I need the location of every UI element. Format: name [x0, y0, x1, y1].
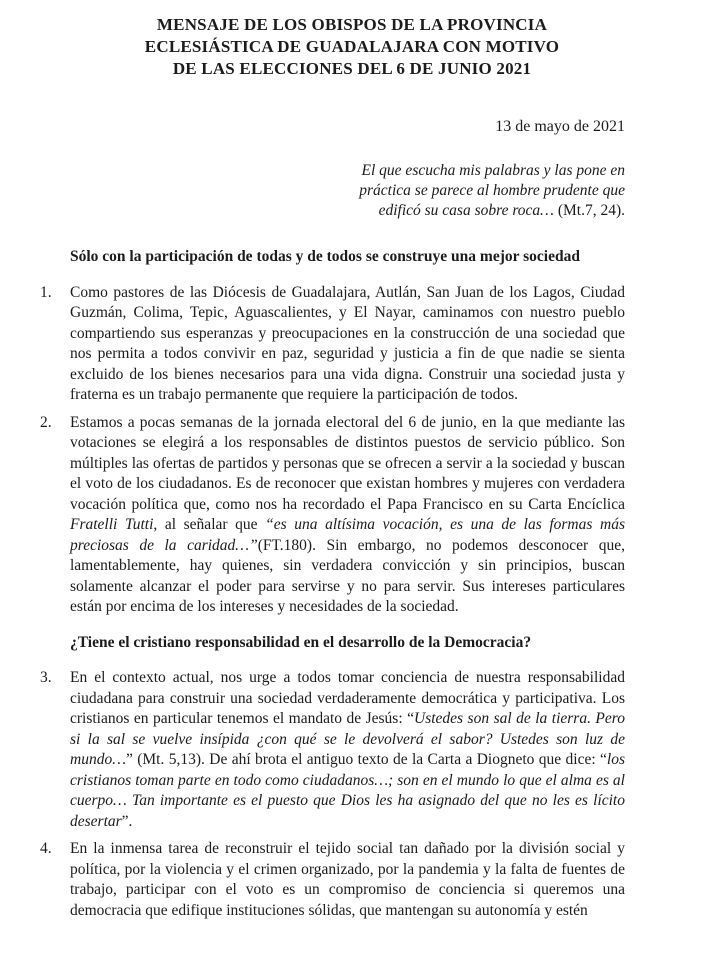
text-segment: (FT.180). Sin embargo, no podemos desconocer que, lamentablemente, hay quienes, sin verdadera convicción y sin principios, buscan solamente alcanzar el poder para servirse y no para servir. Sus intereses particulares están por encima de los intereses y necesidades de la sociedad. — [70, 536, 625, 615]
paragraph-number: 4. — [40, 840, 52, 857]
paragraph-text — [70, 413, 625, 618]
paragraph-number: 3. — [40, 669, 52, 686]
paragraph-text — [70, 839, 625, 921]
paragraph-text — [70, 283, 625, 406]
paragraph-text — [70, 668, 625, 832]
paragraph-number: 1. — [40, 283, 52, 301]
text-segment: “es una altísima vocación, es una de las formas más preciosas de la caridad…” — [70, 516, 625, 554]
numbered-paragraph — [40, 283, 625, 406]
epigraph-line — [0, 161, 625, 181]
epigraph-line — [0, 201, 625, 221]
text-segment: ” (Mt. 5,13). De ahí brota el antiguo texto de la Carta a Diogneto que dice: “ — [125, 751, 607, 768]
text-segment: Estamos a pocas semanas de la jornada electoral del 6 de junio, en la que mediante las votaciones se elegirá a los responsables de distintos puestos de servicio público. Son múltiples las ofertas de partidos y personas que se ofrecen a servir a la sociedad y buscan el voto de los ciudadanos. Es de reconocer que existan hombres y mujeres con verdadera vocación política que, como nos ha recordado el Papa Francisco en su Carta Encíclica — [70, 413, 625, 513]
text-segment: Ustedes son sal de la tierra. Pero si la sal se vuelve insípida ¿con qué se le devolverá el sabor? Ustedes son luz de mundo… — [70, 710, 625, 768]
numbered-paragraph — [40, 413, 625, 618]
section-heading: ¿Tiene el cristiano responsabilidad en el desarrollo de la Democracia? — [70, 633, 532, 651]
document-date: 13 de mayo de 2021 — [495, 118, 625, 135]
title-line: ECLESIÁSTICA DE GUADALAJARA CON MOTIVO — [144, 37, 560, 56]
epigraph — [0, 161, 625, 221]
text-segment: El que escucha mis palabras y las pone en — [361, 162, 625, 179]
numbered-paragraph — [40, 668, 625, 832]
text-segment: los cristianos toman parte en todo como ciudadanos…; son en el mundo lo que el alma es al cuerpo… Tan importante es el puesto que Dios les ha asignado del que no les es lícito desertar — [70, 751, 625, 830]
text-segment: , al señalar que — [153, 516, 266, 533]
numbered-paragraph — [40, 839, 625, 921]
text-segment: En el contexto actual, nos urge a todos tomar conciencia de nuestra responsabilidad ciudadana para construir una sociedad verdaderamente democrática y participativa. Los cristianos en particular tenemos el mandato de Jesús: “ — [70, 669, 625, 727]
text-segment: práctica se parece al hombre prudente que — [359, 182, 625, 199]
section-heading: Sólo con la participación de todas y de todos se construye una mejor sociedad — [70, 248, 580, 265]
document-body — [40, 247, 625, 921]
title-line: MENSAJE DE LOS OBISPOS DE LA PROVINCIA — [156, 15, 548, 34]
text-segment: (Mt.7, 24). — [557, 202, 625, 219]
paragraph-number: 2. — [40, 413, 52, 431]
text-segment: Como pastores de las Diócesis de Guadalajara, Autlán, San Juan de los Lagos, Ciudad Guzmán, Colima, Tepic, Aguascalientes, y El Nayar, caminamos con nuestro pueblo compartiendo sus esperanzas y preocupaciones en la construcción de una sociedad que nos permita a todos convivir en paz, seguridad y justicia a fin de que nadie se sienta excluido de los bienes necesarios para una vida digna. Construir una sociedad justa y fraterna es un trabajo permanente que requiere la participación de todos. — [70, 283, 625, 403]
epigraph-line — [0, 181, 625, 201]
title-line: DE LAS ELECCIONES DEL 6 DE JUNIO 2021 — [172, 59, 532, 78]
text-segment: Fratelli Tutti — [70, 516, 154, 533]
text-segment: edificó su casa sobre roca… — [378, 202, 558, 219]
text-segment: En la inmensa tarea de reconstruir el tejido social tan dañado por la división social y política, por la violencia y el crimen organizado, por la pandemia y la falta de fuentes de trabajo, participar con el voto es un compromiso de conciencia si queremos una democracia que edifique instituciones sólidas, que mantengan su autonomía y estén — [70, 840, 625, 919]
text-segment: ”. — [121, 812, 133, 830]
document-title — [40, 14, 664, 80]
